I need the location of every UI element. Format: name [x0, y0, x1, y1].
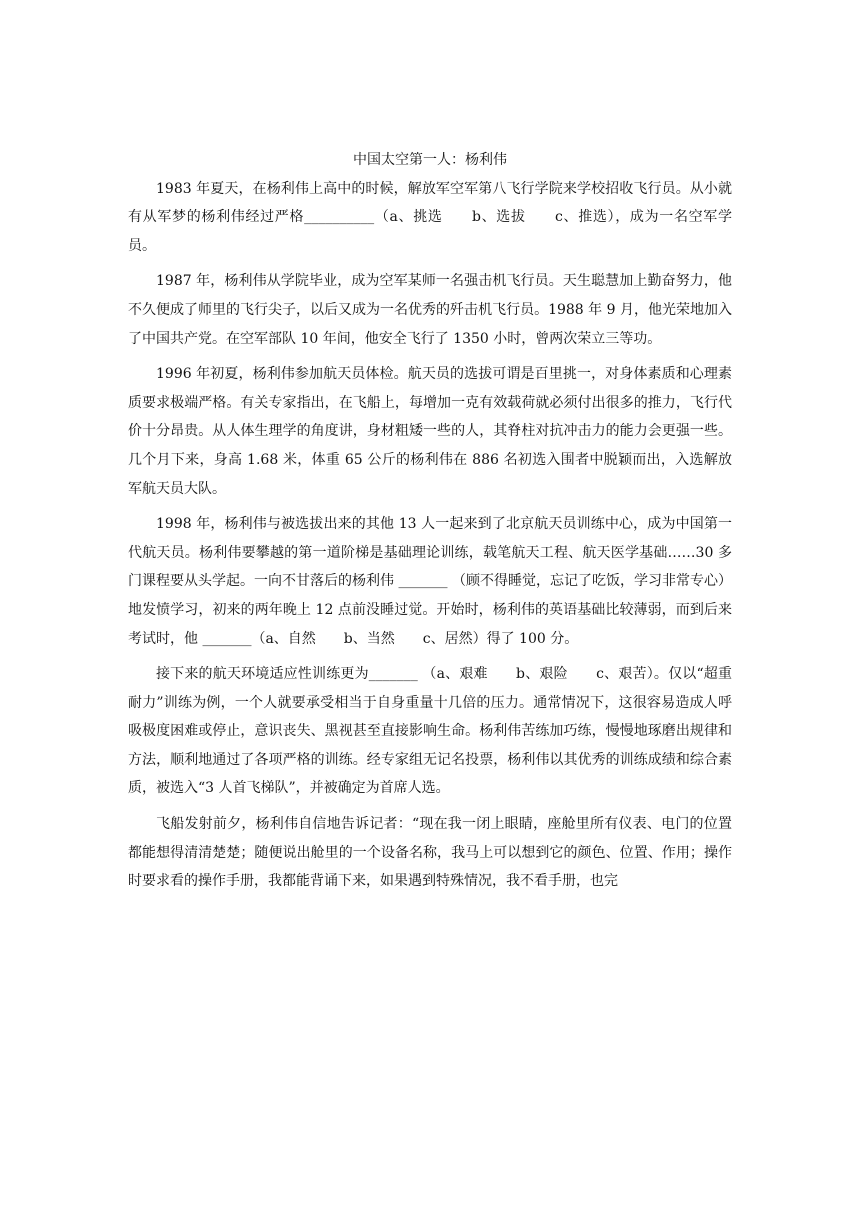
paragraph-5: 接下来的航天环境适应性训练更为_______ （a、艰难 b、艰险 c、艰苦）。仅以“超重耐力”训练为例，一个人就要承受相当于自身重量十几倍的压力。通常情况下，这很容易造成人呼吸极度困难或停止，意识丧失、黑视甚至直接影响生命。杨利伟苦练加巧练，慢慢地琢磨出规律和方法，顺利地通过了各项严格的训练。经专家组无记名投票，杨利伟以其优秀的训练成绩和综合素质，被选入“3 人首飞梯队”，并被确定为首席人选。 [128, 666, 732, 797]
paragraph-1: 1983 年夏天，在杨利伟上高中的时候，解放军空军第八飞行学院来学校招收飞行员。从小就有从军梦的杨利伟经过严格__________（a、挑选 b、选拔 c、推选），成为一名空军学员。 [128, 180, 732, 254]
paragraph-6: 飞船发射前夕，杨利伟自信地告诉记者：“现在我一闭上眼睛，座舱里所有仪表、电门的位置都能想得清清楚楚；随便说出舱里的一个设备名称，我马上可以想到它的颜色、位置、作用；操作时要求看的操作手册，我都能背诵下来，如果遇到特殊情况，我不看手册，也完 [128, 816, 732, 890]
document-body [128, 146, 732, 903]
document-title: 中国太空第一人：杨利伟 [353, 152, 507, 168]
paragraph-4: 1998 年，杨利伟与被选拔出来的其他 13 人一起来到了北京航天员训练中心，成为中国第一代航天员。杨利伟要攀越的第一道阶梯是基础理论训练，载笔航天工程、航天医学基础……30 多门课程要从头学起。一向不甘落后的杨利伟 _______ （顾不得睡觉，忘记了吃饭，学习非常专心）地发愤学习，初来的两年晚上 12 点前没睡过觉。开始时，杨利伟的英语基础比较薄弱，而到后来考试时，他 _______（a、自然 b、当然 c、居然）得了 100 分。 [128, 516, 732, 647]
paragraph-3: 1996 年初夏，杨利伟参加航天员体检。航天员的选拔可谓是百里挑一，对身体素质和心理素质要求极端严格。有关专家指出，在飞船上，每增加一克有效载荷就必须付出很多的推力，飞行代价十分昂贵。从人体生理学的角度讲，身材粗矮一些的人，其脊柱对抗冲击力的能力会更强一些。几个月下来，身高 1.68 米，体重 65 公斤的杨利伟在 886 名初选入围者中脱颖而出，入选解放军航天员大队。 [128, 366, 732, 497]
paragraph-2: 1987 年，杨利伟从学院毕业，成为空军某师一名强击机飞行员。天生聪慧加上勤奋努力，他不久便成了师里的飞行尖子，以后又成为一名优秀的歼击机飞行员。1988 年 9 月，他光荣地加入了中国共产党。在空军部队 10 年间，他安全飞行了 1350 小时，曾两次荣立三等功。 [128, 273, 732, 347]
